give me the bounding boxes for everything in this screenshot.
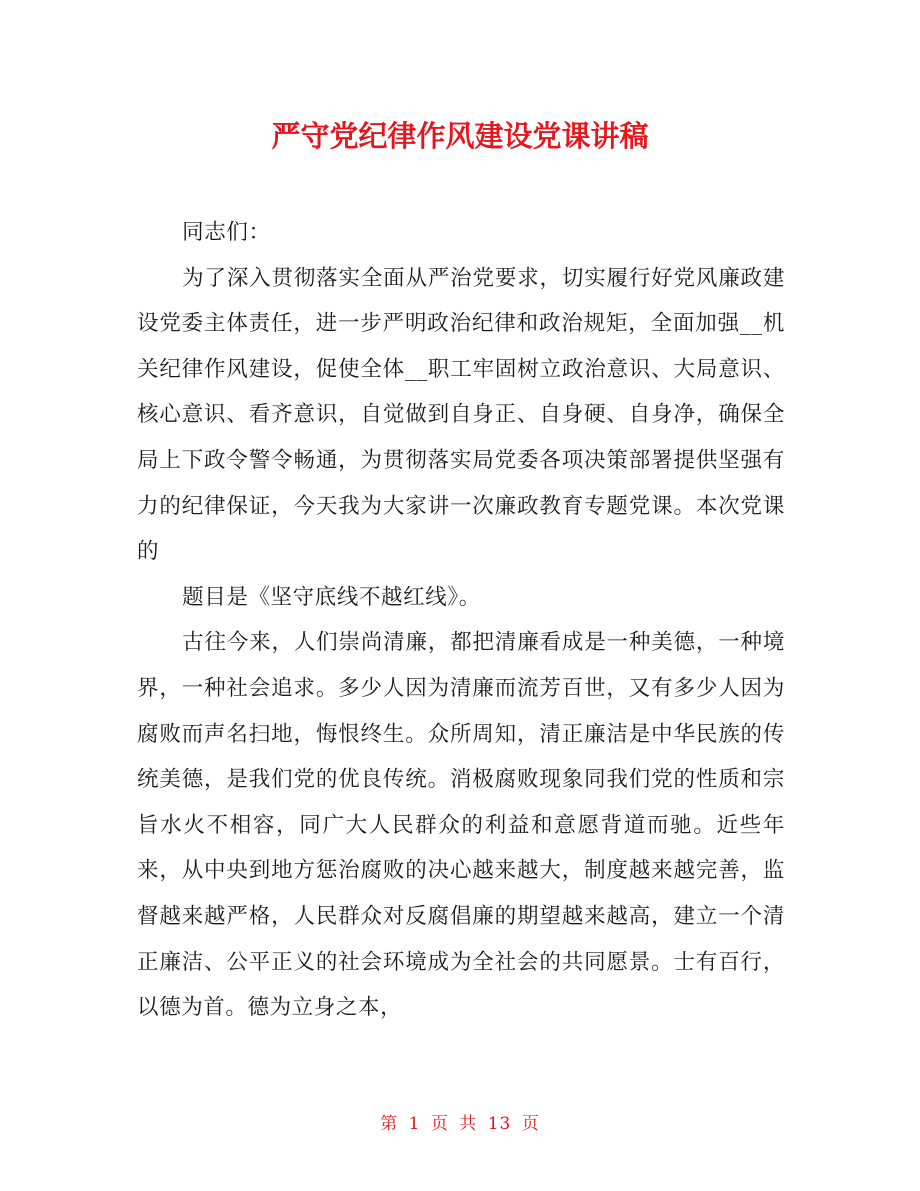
page-number-footer: 第 1 页 共 13 页 (380, 1114, 540, 1134)
paragraph-main: 古往今来，人们崇尚清廉，都把清廉看成是一种美德，一种境界，一种社会追求。多少人因为清廉而流芳百世，又有多少人因为腐败而声名扫地，悔恨终生。众所周知，清正廉洁是中华民族的传统美德，是我们党的优良传统。消极腐败现象同我们党的性质和宗旨水火不相容，同广大人民群众的利益和意愿背道而驰。近些年来，从中央到地方惩治腐败的决心越来越大，制度越来越完善，监督越来越严格，人民群众对反腐倡廉的期望越来越高，建立一个清正廉洁、公平正义的社会环境成为全社会的共同愿景。士有百行，以德为首。德为立身之本， (137, 630, 785, 1021)
paragraph-topic: 题目是《坚守底线不越红线》。 (182, 584, 481, 610)
paragraph-intro: 为了深入贯彻落实全面从严治党要求，切实履行好党风廉政建设党委主体责任，进一步严明政治纪律和政治规矩，全面加强__机关纪律作风建设，促使全体__职工牢固树立政治意识、大局意识、核心意识、看齐意识，自觉做到自身正、自身硬、自身净，确保全局上下政令警令畅通，为贯彻落实局党委各项决策部署提供坚强有力的纪律保证，今天我为大家讲一次廉政教育专题党课。本次党课的 (137, 265, 785, 565)
document-body (137, 210, 785, 1031)
paragraph-salutation: 同志们： (182, 220, 271, 245)
document-title: 严守党纪律作风建设党课讲稿 (271, 119, 649, 153)
